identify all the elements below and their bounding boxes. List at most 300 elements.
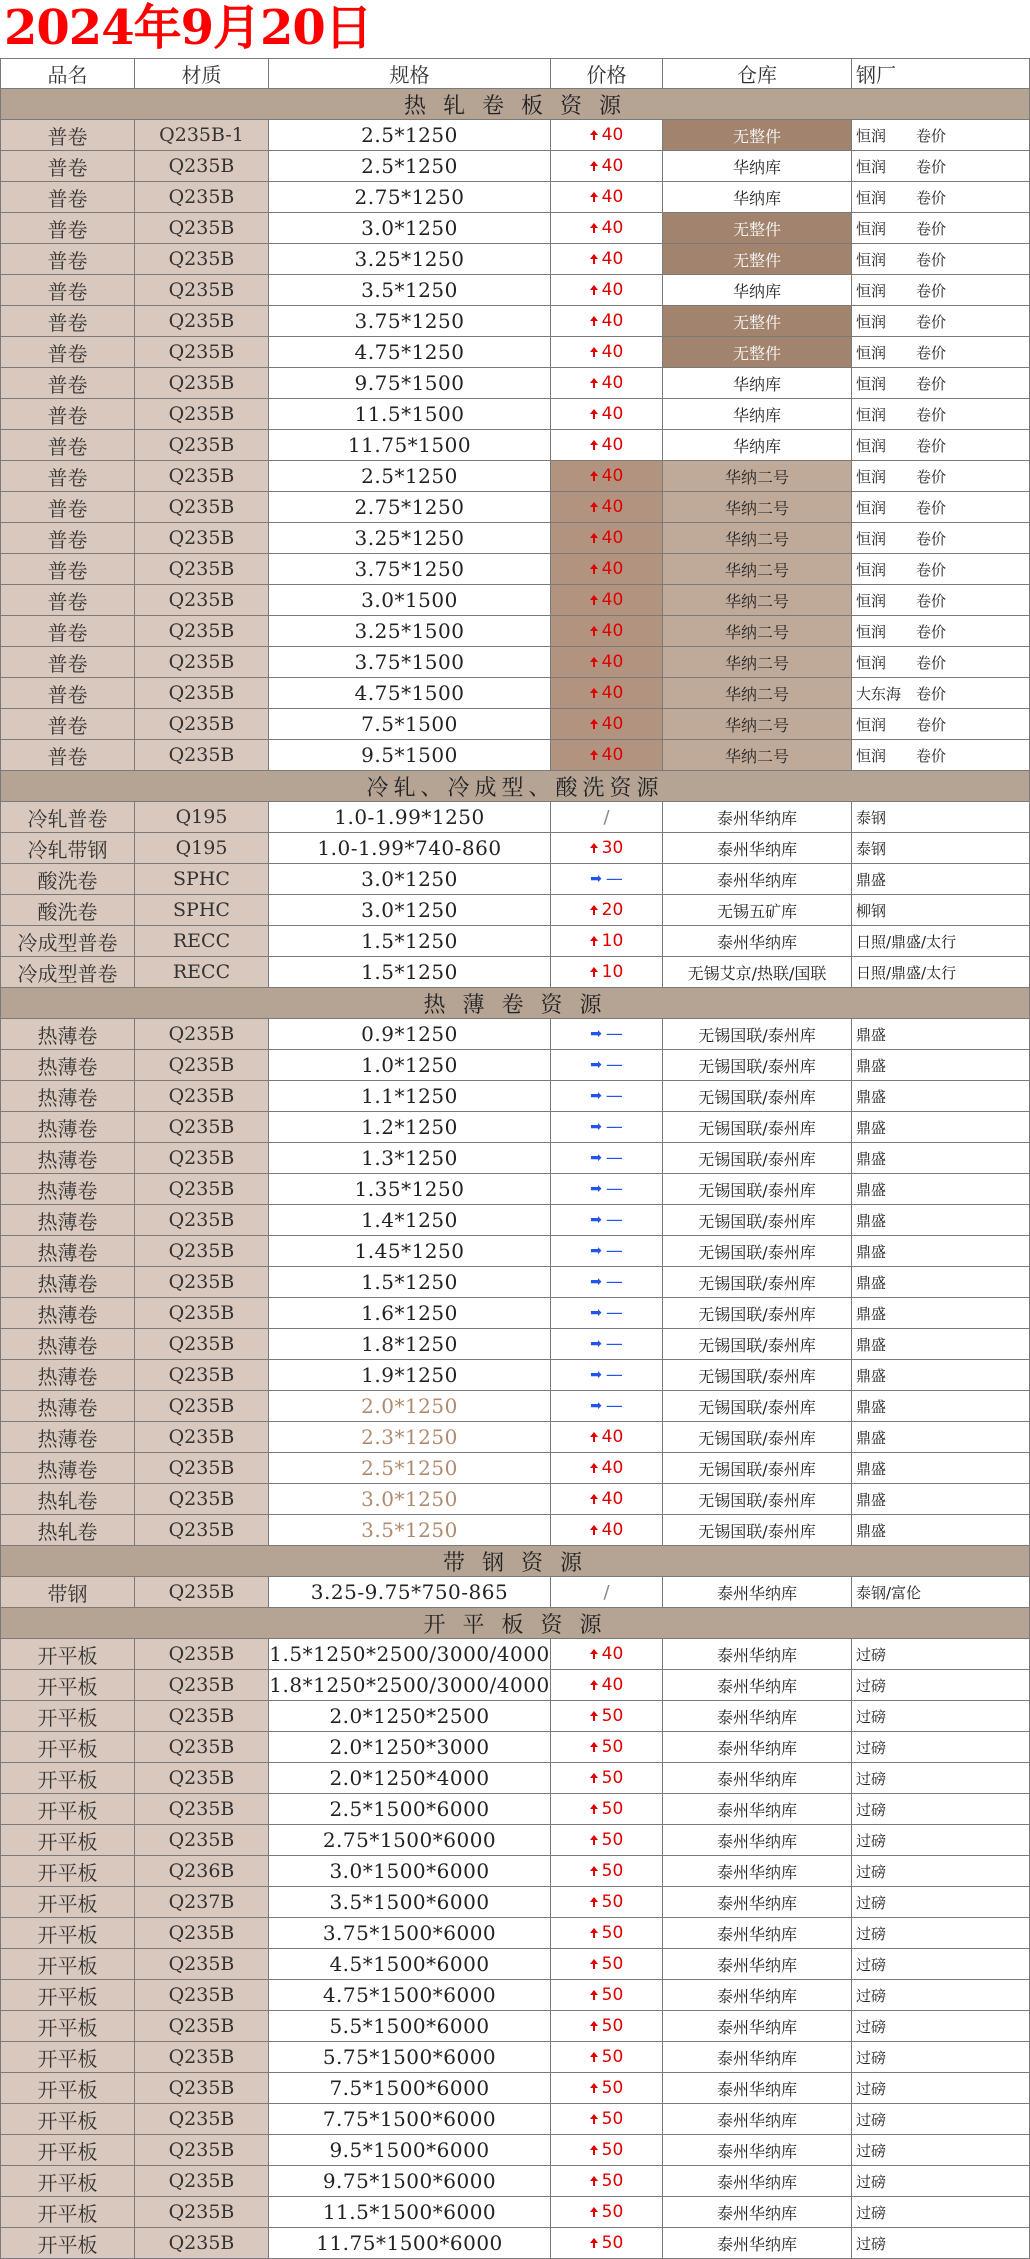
product-name-cell: 普卷 xyxy=(0,399,135,430)
price-cell xyxy=(551,1918,663,1949)
spec-cell: 3.75*1250 xyxy=(269,554,551,585)
price-cell xyxy=(551,151,663,182)
price-change-value: 40 xyxy=(601,373,624,393)
arrow-right-icon: ➡ xyxy=(590,1119,602,1135)
price-cell xyxy=(551,1205,663,1236)
table-row xyxy=(0,1081,1030,1112)
product-name-cell: 普卷 xyxy=(0,244,135,275)
section-header xyxy=(0,1546,1030,1577)
product-name-cell: 热薄卷 xyxy=(0,1453,135,1484)
price-change-value: 20 xyxy=(601,900,624,920)
arrow-up-icon xyxy=(590,595,598,600)
price-cell xyxy=(551,306,663,337)
steel-mill-cell: 恒润 卷价 xyxy=(852,337,1030,368)
price-cell xyxy=(551,616,663,647)
warehouse-cell: 无锡国联/泰州库 xyxy=(663,1205,852,1236)
warehouse-cell: 无锡国联/泰州库 xyxy=(663,1236,852,1267)
material-cell: Q235B xyxy=(135,1639,269,1670)
arrow-up-icon xyxy=(590,1773,598,1778)
steel-mill-cell: 恒润 卷价 xyxy=(852,492,1030,523)
arrow-up-icon xyxy=(590,1680,598,1685)
product-name-cell: 普卷 xyxy=(0,740,135,771)
price-change-value: — xyxy=(605,1117,623,1137)
arrow-right-icon: ➡ xyxy=(590,1212,602,1228)
arrow-up-icon xyxy=(590,626,598,631)
arrow-up-icon xyxy=(590,2238,598,2243)
price-cell xyxy=(551,1763,663,1794)
spec-cell: 5.75*1500*6000 xyxy=(269,2042,551,2073)
warehouse-cell: 泰州华纳库 xyxy=(663,1980,852,2011)
steel-mill-cell: 鼎盛 xyxy=(852,1298,1030,1329)
warehouse-cell: 无锡国联/泰州库 xyxy=(663,1174,852,1205)
material-cell: Q235B xyxy=(135,2197,269,2228)
table-row xyxy=(0,1267,1030,1298)
arrow-up-icon xyxy=(590,2052,598,2057)
header-material: 材质 xyxy=(135,58,269,89)
warehouse-cell: 无锡国联/泰州库 xyxy=(663,1515,852,1546)
warehouse-cell: 泰州华纳库 xyxy=(663,1856,852,1887)
steel-mill-cell: 恒润 卷价 xyxy=(852,306,1030,337)
material-cell: Q235B xyxy=(135,1732,269,1763)
price-cell xyxy=(551,368,663,399)
arrow-right-icon: ➡ xyxy=(590,1305,602,1321)
product-name-cell: 热轧卷 xyxy=(0,1484,135,1515)
steel-mill-cell: 恒润 卷价 xyxy=(852,461,1030,492)
price-change-value: / xyxy=(603,1581,610,1603)
arrow-up-icon xyxy=(590,750,598,755)
spec-cell: 1.4*1250 xyxy=(269,1205,551,1236)
spec-cell: 9.5*1500*6000 xyxy=(269,2135,551,2166)
spec-cell: 7.75*1500*6000 xyxy=(269,2104,551,2135)
steel-mill-cell: 恒润 卷价 xyxy=(852,523,1030,554)
product-name-cell: 热薄卷 xyxy=(0,1267,135,1298)
table-row xyxy=(0,1732,1030,1763)
material-cell: Q235B xyxy=(135,461,269,492)
product-name-cell: 冷成型普卷 xyxy=(0,957,135,988)
steel-mill-cell: 过磅 xyxy=(852,1701,1030,1732)
table-row xyxy=(0,1019,1030,1050)
arrow-up-icon xyxy=(590,1494,598,1499)
product-name-cell: 冷轧普卷 xyxy=(0,802,135,833)
product-name-cell: 热薄卷 xyxy=(0,1329,135,1360)
product-name-cell: 带钢 xyxy=(0,1577,135,1608)
arrow-right-icon: ➡ xyxy=(590,871,602,887)
material-cell: Q235B xyxy=(135,151,269,182)
price-change-value: — xyxy=(605,869,623,889)
price-cell xyxy=(551,1639,663,1670)
arrow-up-icon xyxy=(590,440,598,445)
steel-mill-cell: 大东海 卷价 xyxy=(852,678,1030,709)
product-name-cell: 开平板 xyxy=(0,2042,135,2073)
material-cell: Q235B xyxy=(135,1453,269,1484)
table-row xyxy=(0,1236,1030,1267)
steel-mill-cell: 恒润 卷价 xyxy=(852,616,1030,647)
spec-cell: 4.5*1500*6000 xyxy=(269,1949,551,1980)
table-row xyxy=(0,1856,1030,1887)
spec-cell: 4.75*1250 xyxy=(269,337,551,368)
price-cell xyxy=(551,1515,663,1546)
table-row xyxy=(0,120,1030,151)
table-row xyxy=(0,2135,1030,2166)
product-name-cell: 开平板 xyxy=(0,2104,135,2135)
steel-mill-cell: 鼎盛 xyxy=(852,1205,1030,1236)
warehouse-cell: 泰州华纳库 xyxy=(663,926,852,957)
product-name-cell: 热薄卷 xyxy=(0,1360,135,1391)
material-cell: Q235B xyxy=(135,368,269,399)
table-row xyxy=(0,585,1030,616)
warehouse-cell: 泰州华纳库 xyxy=(663,2197,852,2228)
price-cell xyxy=(551,1453,663,1484)
price-cell xyxy=(551,1143,663,1174)
material-cell: Q237B xyxy=(135,1887,269,1918)
arrow-up-icon xyxy=(590,161,598,166)
table-row xyxy=(0,1298,1030,1329)
arrow-up-icon xyxy=(590,409,598,414)
table-row xyxy=(0,616,1030,647)
material-cell: Q235B xyxy=(135,616,269,647)
page-title: 2024年9月20日 xyxy=(4,0,372,56)
steel-mill-cell: 过磅 xyxy=(852,1918,1030,1949)
material-cell: Q236B xyxy=(135,1856,269,1887)
price-cell xyxy=(551,399,663,430)
material-cell: Q235B xyxy=(135,2228,269,2259)
warehouse-cell: 无锡国联/泰州库 xyxy=(663,1360,852,1391)
price-change-value: 40 xyxy=(601,249,624,269)
price-cell xyxy=(551,1236,663,1267)
table-row xyxy=(0,1112,1030,1143)
spec-cell: 3.5*1500*6000 xyxy=(269,1887,551,1918)
product-name-cell: 热薄卷 xyxy=(0,1391,135,1422)
table-row xyxy=(0,1515,1030,1546)
warehouse-cell: 泰州华纳库 xyxy=(663,1701,852,1732)
steel-mill-cell: 过磅 xyxy=(852,1639,1030,1670)
product-name-cell: 普卷 xyxy=(0,709,135,740)
price-change-value: 50 xyxy=(601,1830,624,1850)
table-header xyxy=(0,58,1030,89)
table-row xyxy=(0,1143,1030,1174)
steel-mill-cell: 过磅 xyxy=(852,2073,1030,2104)
price-cell xyxy=(551,2011,663,2042)
steel-mill-cell: 恒润 卷价 xyxy=(852,554,1030,585)
price-change-value: — xyxy=(605,1334,623,1354)
material-cell: Q235B xyxy=(135,1701,269,1732)
spec-cell: 7.5*1500 xyxy=(269,709,551,740)
steel-mill-cell: 过磅 xyxy=(852,1856,1030,1887)
price-cell xyxy=(551,1794,663,1825)
price-cell xyxy=(551,1980,663,2011)
price-change-value: — xyxy=(605,1241,623,1261)
product-name-cell: 普卷 xyxy=(0,430,135,461)
price-cell xyxy=(551,833,663,864)
warehouse-cell: 泰州华纳库 xyxy=(663,1763,852,1794)
table-row xyxy=(0,368,1030,399)
warehouse-cell: 华纳二号 xyxy=(663,523,852,554)
steel-mill-cell: 恒润 卷价 xyxy=(852,151,1030,182)
material-cell: Q235B xyxy=(135,2104,269,2135)
product-name-cell: 开平板 xyxy=(0,2073,135,2104)
price-cell xyxy=(551,1329,663,1360)
price-cell xyxy=(551,2228,663,2259)
spec-cell: 1.0-1.99*740-860 xyxy=(269,833,551,864)
table-row xyxy=(0,182,1030,213)
arrow-up-icon xyxy=(590,2145,598,2150)
steel-mill-cell: 过磅 xyxy=(852,2197,1030,2228)
steel-mill-cell: 恒润 卷价 xyxy=(852,213,1030,244)
table-row xyxy=(0,1670,1030,1701)
table-row xyxy=(0,2042,1030,2073)
price-cell xyxy=(551,585,663,616)
spec-cell: 3.0*1500*6000 xyxy=(269,1856,551,1887)
price-cell xyxy=(551,213,663,244)
product-name-cell: 开平板 xyxy=(0,1701,135,1732)
header-name: 品名 xyxy=(0,58,135,89)
price-change-value: 50 xyxy=(601,1768,624,1788)
arrow-right-icon: ➡ xyxy=(590,1181,602,1197)
price-cell xyxy=(551,895,663,926)
arrow-up-icon xyxy=(590,1804,598,1809)
price-cell xyxy=(551,337,663,368)
material-cell: Q235B xyxy=(135,2135,269,2166)
material-cell: Q235B xyxy=(135,1980,269,2011)
steel-mill-cell: 鼎盛 xyxy=(852,864,1030,895)
table-row xyxy=(0,337,1030,368)
product-name-cell: 热薄卷 xyxy=(0,1143,135,1174)
steel-mill-cell: 鼎盛 xyxy=(852,1050,1030,1081)
warehouse-cell: 泰州华纳库 xyxy=(663,1639,852,1670)
warehouse-cell: 华纳二号 xyxy=(663,740,852,771)
price-change-value: — xyxy=(605,1086,623,1106)
price-cell xyxy=(551,678,663,709)
price-cell xyxy=(551,864,663,895)
arrow-up-icon xyxy=(590,1959,598,1964)
material-cell: Q235B xyxy=(135,1081,269,1112)
arrow-up-icon xyxy=(590,1649,598,1654)
material-cell: RECC xyxy=(135,957,269,988)
spec-cell: 2.5*1250 xyxy=(269,120,551,151)
table-row xyxy=(0,1639,1030,1670)
price-cell xyxy=(551,647,663,678)
warehouse-cell: 华纳二号 xyxy=(663,678,852,709)
steel-mill-cell: 鼎盛 xyxy=(852,1453,1030,1484)
price-change-value: 50 xyxy=(601,2140,624,2160)
table-row xyxy=(0,895,1030,926)
section-header xyxy=(0,1608,1030,1639)
arrow-right-icon: ➡ xyxy=(590,1398,602,1414)
warehouse-cell: 泰州华纳库 xyxy=(663,1577,852,1608)
steel-mill-cell: 恒润 卷价 xyxy=(852,275,1030,306)
steel-mill-cell: 鼎盛 xyxy=(852,1143,1030,1174)
table-row xyxy=(0,523,1030,554)
spec-cell: 2.0*1250 xyxy=(269,1391,551,1422)
spec-cell: 2.3*1250 xyxy=(269,1422,551,1453)
section-header xyxy=(0,771,1030,802)
steel-mill-cell: 鼎盛 xyxy=(852,1422,1030,1453)
table-row xyxy=(0,1174,1030,1205)
warehouse-cell: 泰州华纳库 xyxy=(663,2011,852,2042)
steel-mill-cell: 鼎盛 xyxy=(852,1174,1030,1205)
product-name-cell: 开平板 xyxy=(0,1949,135,1980)
price-cell xyxy=(551,1081,663,1112)
price-change-value: 40 xyxy=(601,311,624,331)
material-cell: Q235B-1 xyxy=(135,120,269,151)
warehouse-cell: 华纳二号 xyxy=(663,616,852,647)
price-cell xyxy=(551,709,663,740)
product-name-cell: 酸洗卷 xyxy=(0,864,135,895)
arrow-up-icon xyxy=(590,378,598,383)
material-cell: Q235B xyxy=(135,1360,269,1391)
arrow-up-icon xyxy=(590,471,598,476)
product-name-cell: 普卷 xyxy=(0,616,135,647)
table-row xyxy=(0,1918,1030,1949)
spec-cell: 1.5*1250 xyxy=(269,1267,551,1298)
material-cell: SPHC xyxy=(135,864,269,895)
warehouse-cell: 华纳二号 xyxy=(663,709,852,740)
product-name-cell: 普卷 xyxy=(0,647,135,678)
spec-cell: 3.75*1500*6000 xyxy=(269,1918,551,1949)
steel-mill-cell: 恒润 卷价 xyxy=(852,182,1030,213)
price-change-value: 40 xyxy=(601,466,624,486)
price-cell xyxy=(551,1422,663,1453)
spec-cell: 2.5*1500*6000 xyxy=(269,1794,551,1825)
material-cell: Q235B xyxy=(135,1794,269,1825)
table-row xyxy=(0,2073,1030,2104)
product-name-cell: 开平板 xyxy=(0,1639,135,1670)
price-cell xyxy=(551,1174,663,1205)
spec-cell: 1.35*1250 xyxy=(269,1174,551,1205)
table-row xyxy=(0,1205,1030,1236)
arrow-right-icon: ➡ xyxy=(590,1274,602,1290)
price-change-value: 40 xyxy=(601,621,624,641)
warehouse-cell: 无锡国联/泰州库 xyxy=(663,1391,852,1422)
price-change-value: 30 xyxy=(601,838,624,858)
section-header xyxy=(0,988,1030,1019)
arrow-up-icon xyxy=(590,223,598,228)
price-change-value: 40 xyxy=(601,187,624,207)
arrow-up-icon xyxy=(590,564,598,569)
spec-cell: 3.5*1250 xyxy=(269,1515,551,1546)
product-name-cell: 普卷 xyxy=(0,182,135,213)
material-cell: Q235B xyxy=(135,1267,269,1298)
steel-mill-cell: 过磅 xyxy=(852,1794,1030,1825)
arrow-up-icon xyxy=(590,2114,598,2119)
product-name-cell: 普卷 xyxy=(0,275,135,306)
product-name-cell: 开平板 xyxy=(0,1670,135,1701)
price-cell xyxy=(551,1887,663,1918)
material-cell: Q235B xyxy=(135,492,269,523)
spec-cell: 11.5*1500 xyxy=(269,399,551,430)
table-row xyxy=(0,709,1030,740)
product-name-cell: 普卷 xyxy=(0,306,135,337)
price-change-value: — xyxy=(605,1024,623,1044)
warehouse-cell: 泰州华纳库 xyxy=(663,2042,852,2073)
material-cell: Q235B xyxy=(135,1143,269,1174)
product-name-cell: 开平板 xyxy=(0,1856,135,1887)
material-cell: Q235B xyxy=(135,1112,269,1143)
spec-cell: 1.6*1250 xyxy=(269,1298,551,1329)
product-name-cell: 开平板 xyxy=(0,1887,135,1918)
spec-cell: 3.0*1500 xyxy=(269,585,551,616)
arrow-up-icon xyxy=(590,316,598,321)
spec-cell: 11.75*1500*6000 xyxy=(269,2228,551,2259)
price-change-value: 40 xyxy=(601,714,624,734)
section-title: 冷轧、冷成型、酸洗资源 xyxy=(0,771,1030,802)
arrow-right-icon: ➡ xyxy=(590,1088,602,1104)
price-change-value: — xyxy=(605,1179,623,1199)
spec-cell: 4.75*1500*6000 xyxy=(269,1980,551,2011)
spec-cell: 1.0*1250 xyxy=(269,1050,551,1081)
product-name-cell: 热薄卷 xyxy=(0,1019,135,1050)
price-change-value: — xyxy=(605,1055,623,1075)
product-name-cell: 普卷 xyxy=(0,554,135,585)
arrow-up-icon xyxy=(590,657,598,662)
arrow-right-icon: ➡ xyxy=(590,1150,602,1166)
table-row xyxy=(0,244,1030,275)
steel-mill-cell: 鼎盛 xyxy=(852,1081,1030,1112)
price-change-value: 50 xyxy=(601,2109,624,2129)
spec-cell: 1.1*1250 xyxy=(269,1081,551,1112)
material-cell: Q235B xyxy=(135,1236,269,1267)
material-cell: Q235B xyxy=(135,740,269,771)
warehouse-cell: 华纳库 xyxy=(663,368,852,399)
product-name-cell: 普卷 xyxy=(0,368,135,399)
warehouse-cell: 无锡国联/泰州库 xyxy=(663,1019,852,1050)
product-name-cell: 普卷 xyxy=(0,337,135,368)
spec-cell: 11.75*1500 xyxy=(269,430,551,461)
price-change-value: 50 xyxy=(601,2202,624,2222)
price-change-value: 50 xyxy=(601,1985,624,2005)
price-cell xyxy=(551,2042,663,2073)
table-row xyxy=(0,430,1030,461)
material-cell: Q235B xyxy=(135,337,269,368)
arrow-up-icon xyxy=(590,936,598,941)
price-change-value: 40 xyxy=(601,125,624,145)
price-change-value: 40 xyxy=(601,1489,624,1509)
spec-cell: 2.5*1250 xyxy=(269,151,551,182)
price-change-value: 40 xyxy=(601,156,624,176)
spec-cell: 3.75*1250 xyxy=(269,306,551,337)
arrow-up-icon xyxy=(590,254,598,259)
arrow-right-icon: ➡ xyxy=(590,1367,602,1383)
steel-mill-cell: 过磅 xyxy=(852,2135,1030,2166)
steel-mill-cell: 恒润 卷价 xyxy=(852,585,1030,616)
warehouse-cell: 泰州华纳库 xyxy=(663,833,852,864)
steel-mill-cell: 过磅 xyxy=(852,1949,1030,1980)
section-title: 热 轧 卷 板 资 源 xyxy=(0,89,1030,120)
steel-mill-cell: 过磅 xyxy=(852,2104,1030,2135)
price-cell xyxy=(551,1112,663,1143)
spec-cell: 5.5*1500*6000 xyxy=(269,2011,551,2042)
price-cell xyxy=(551,1267,663,1298)
price-change-value: 10 xyxy=(601,931,624,951)
warehouse-cell: 无锡国联/泰州库 xyxy=(663,1081,852,1112)
arrow-up-icon xyxy=(590,1742,598,1747)
table-row xyxy=(0,1794,1030,1825)
steel-mill-cell: 鼎盛 xyxy=(852,1360,1030,1391)
arrow-up-icon xyxy=(590,1525,598,1530)
spec-cell: 1.0-1.99*1250 xyxy=(269,802,551,833)
product-name-cell: 热轧卷 xyxy=(0,1515,135,1546)
warehouse-cell: 泰州华纳库 xyxy=(663,1949,852,1980)
arrow-up-icon xyxy=(590,1463,598,1468)
price-cell xyxy=(551,2073,663,2104)
price-cell xyxy=(551,1298,663,1329)
arrow-up-icon xyxy=(590,1928,598,1933)
header-warehouse: 仓库 xyxy=(663,58,852,89)
price-change-value: 40 xyxy=(601,1520,624,1540)
header-price: 价格 xyxy=(551,58,663,89)
section-title: 热 薄 卷 资 源 xyxy=(0,988,1030,1019)
steel-mill-cell: 鼎盛 xyxy=(852,1019,1030,1050)
